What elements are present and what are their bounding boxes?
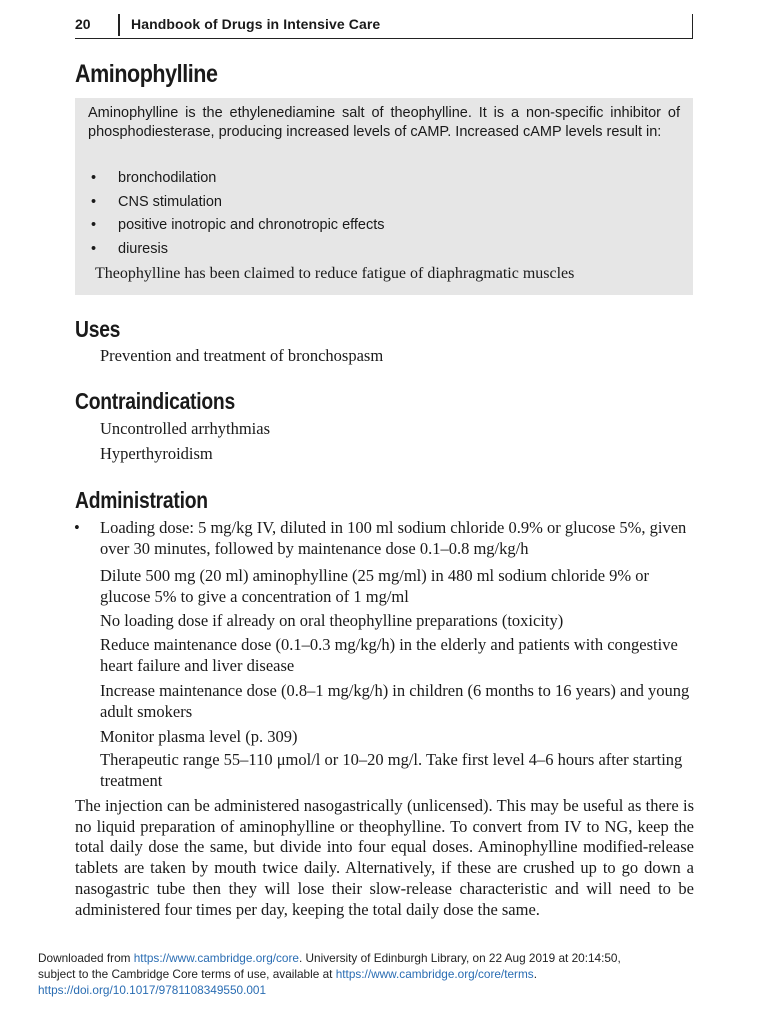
download-footer — [38, 950, 758, 998]
contraindication-item: Hyperthyroidism — [100, 444, 213, 463]
footer-line-doi — [38, 982, 758, 998]
bullet-icon: • — [91, 217, 97, 233]
effect-label: bronchodilation — [118, 170, 217, 186]
book-title: Handbook of Drugs in Intensive Care — [131, 16, 381, 32]
bullet-icon: • — [91, 193, 97, 210]
contraindications-heading: Contraindications — [75, 388, 235, 414]
summary-box — [75, 98, 693, 295]
administration-heading: Administration — [75, 487, 208, 513]
page-number: 20 — [75, 16, 91, 32]
summary-note: Theophylline has been claimed to reduce fatigue of diaphragmatic muscles — [95, 265, 575, 282]
effect-label: diuresis — [118, 240, 168, 257]
doi-link[interactable]: https://doi.org/10.1017/9781108349550.001 — [38, 983, 267, 997]
administration-item: Dilute 500 mg (20 ml) aminophylline (25 mg/ml) in 480 ml sodium chloride 9% or glucose 5% to give a concentration of 1 mg/ml — [100, 566, 650, 606]
nasogastric-paragraph: The injection can be administered nasogastrically (unlicensed). This may be useful as there is no liquid preparation of aminophylline or theophylline. To convert from IV to NG, keep the total daily dose the same, but divide into four equal doses. Aminophylline modified-release tablets are taken by mouth twice daily. Alternatively, if these are crushed up to go down a nasogastric tube then they will lose their slow-release characteristic and will need to be administered four times per day, keeping the total daily dose the same. — [75, 796, 694, 919]
administration-item: Reduce maintenance dose (0.1–0.3 mg/kg/h) in the elderly and patients with congestive heart failure and liver disease — [100, 635, 678, 675]
effect-item — [88, 240, 385, 264]
bullet-icon: • — [91, 240, 97, 257]
bullet-icon: • — [91, 170, 97, 186]
effect-item — [88, 169, 385, 193]
administration-item: Loading dose: 5 mg/kg IV, diluted in 100 ml sodium chloride 0.9% or glucose 5%, given over 30 minutes, followed by maintenance dose 0.1–0.8 mg/kg/h — [100, 518, 687, 558]
contraindication-item: Uncontrolled arrhythmias — [100, 419, 270, 438]
administration-item: Monitor plasma level (p. 309) — [100, 727, 298, 746]
core-link[interactable]: https://www.cambridge.org/core — [133, 951, 299, 965]
administration-item: No loading dose if already on oral theophylline preparations (toxicity) — [100, 611, 564, 630]
running-head — [75, 14, 693, 39]
effect-item — [88, 193, 385, 217]
terms-link[interactable]: https://www.cambridge.org/core/terms — [335, 967, 534, 981]
bullet-icon: • — [74, 518, 80, 537]
footer-line-terms: subject to the Cambridge Core terms of use, available at https://www.cambridge.org/core/terms. — [38, 967, 537, 981]
uses-heading: Uses — [75, 316, 121, 342]
effect-item — [88, 216, 385, 240]
chapter-title: Aminophylline — [75, 60, 218, 88]
administration-item: Increase maintenance dose (0.8–1 mg/kg/h) in children (6 months to 16 years) and young adult smokers — [100, 681, 690, 721]
footer-line-download: Downloaded from https://www.cambridge.org/core. University of Edinburgh Library, on 22 Aug 2019 at 20:14:50, — [38, 951, 621, 965]
effects-list — [88, 169, 385, 263]
effect-label: positive inotropic and chronotropic effects — [118, 217, 385, 233]
administration-item: Therapeutic range 55–110 μmol/l or 10–20 mg/l. Take first level 4–6 hours after starting treatment — [100, 750, 683, 790]
running-head-separator — [118, 14, 120, 36]
summary-intro: Aminophylline is the ethylenediamine salt of theophylline. It is a non-specific inhibitor of phosphodiesterase, producing increased levels of cAMP. Increased cAMP levels result in: — [88, 105, 680, 140]
effect-label: CNS stimulation — [118, 193, 222, 210]
running-head-end-rule — [692, 14, 694, 38]
uses-item: Prevention and treatment of bronchospasm — [100, 346, 384, 365]
